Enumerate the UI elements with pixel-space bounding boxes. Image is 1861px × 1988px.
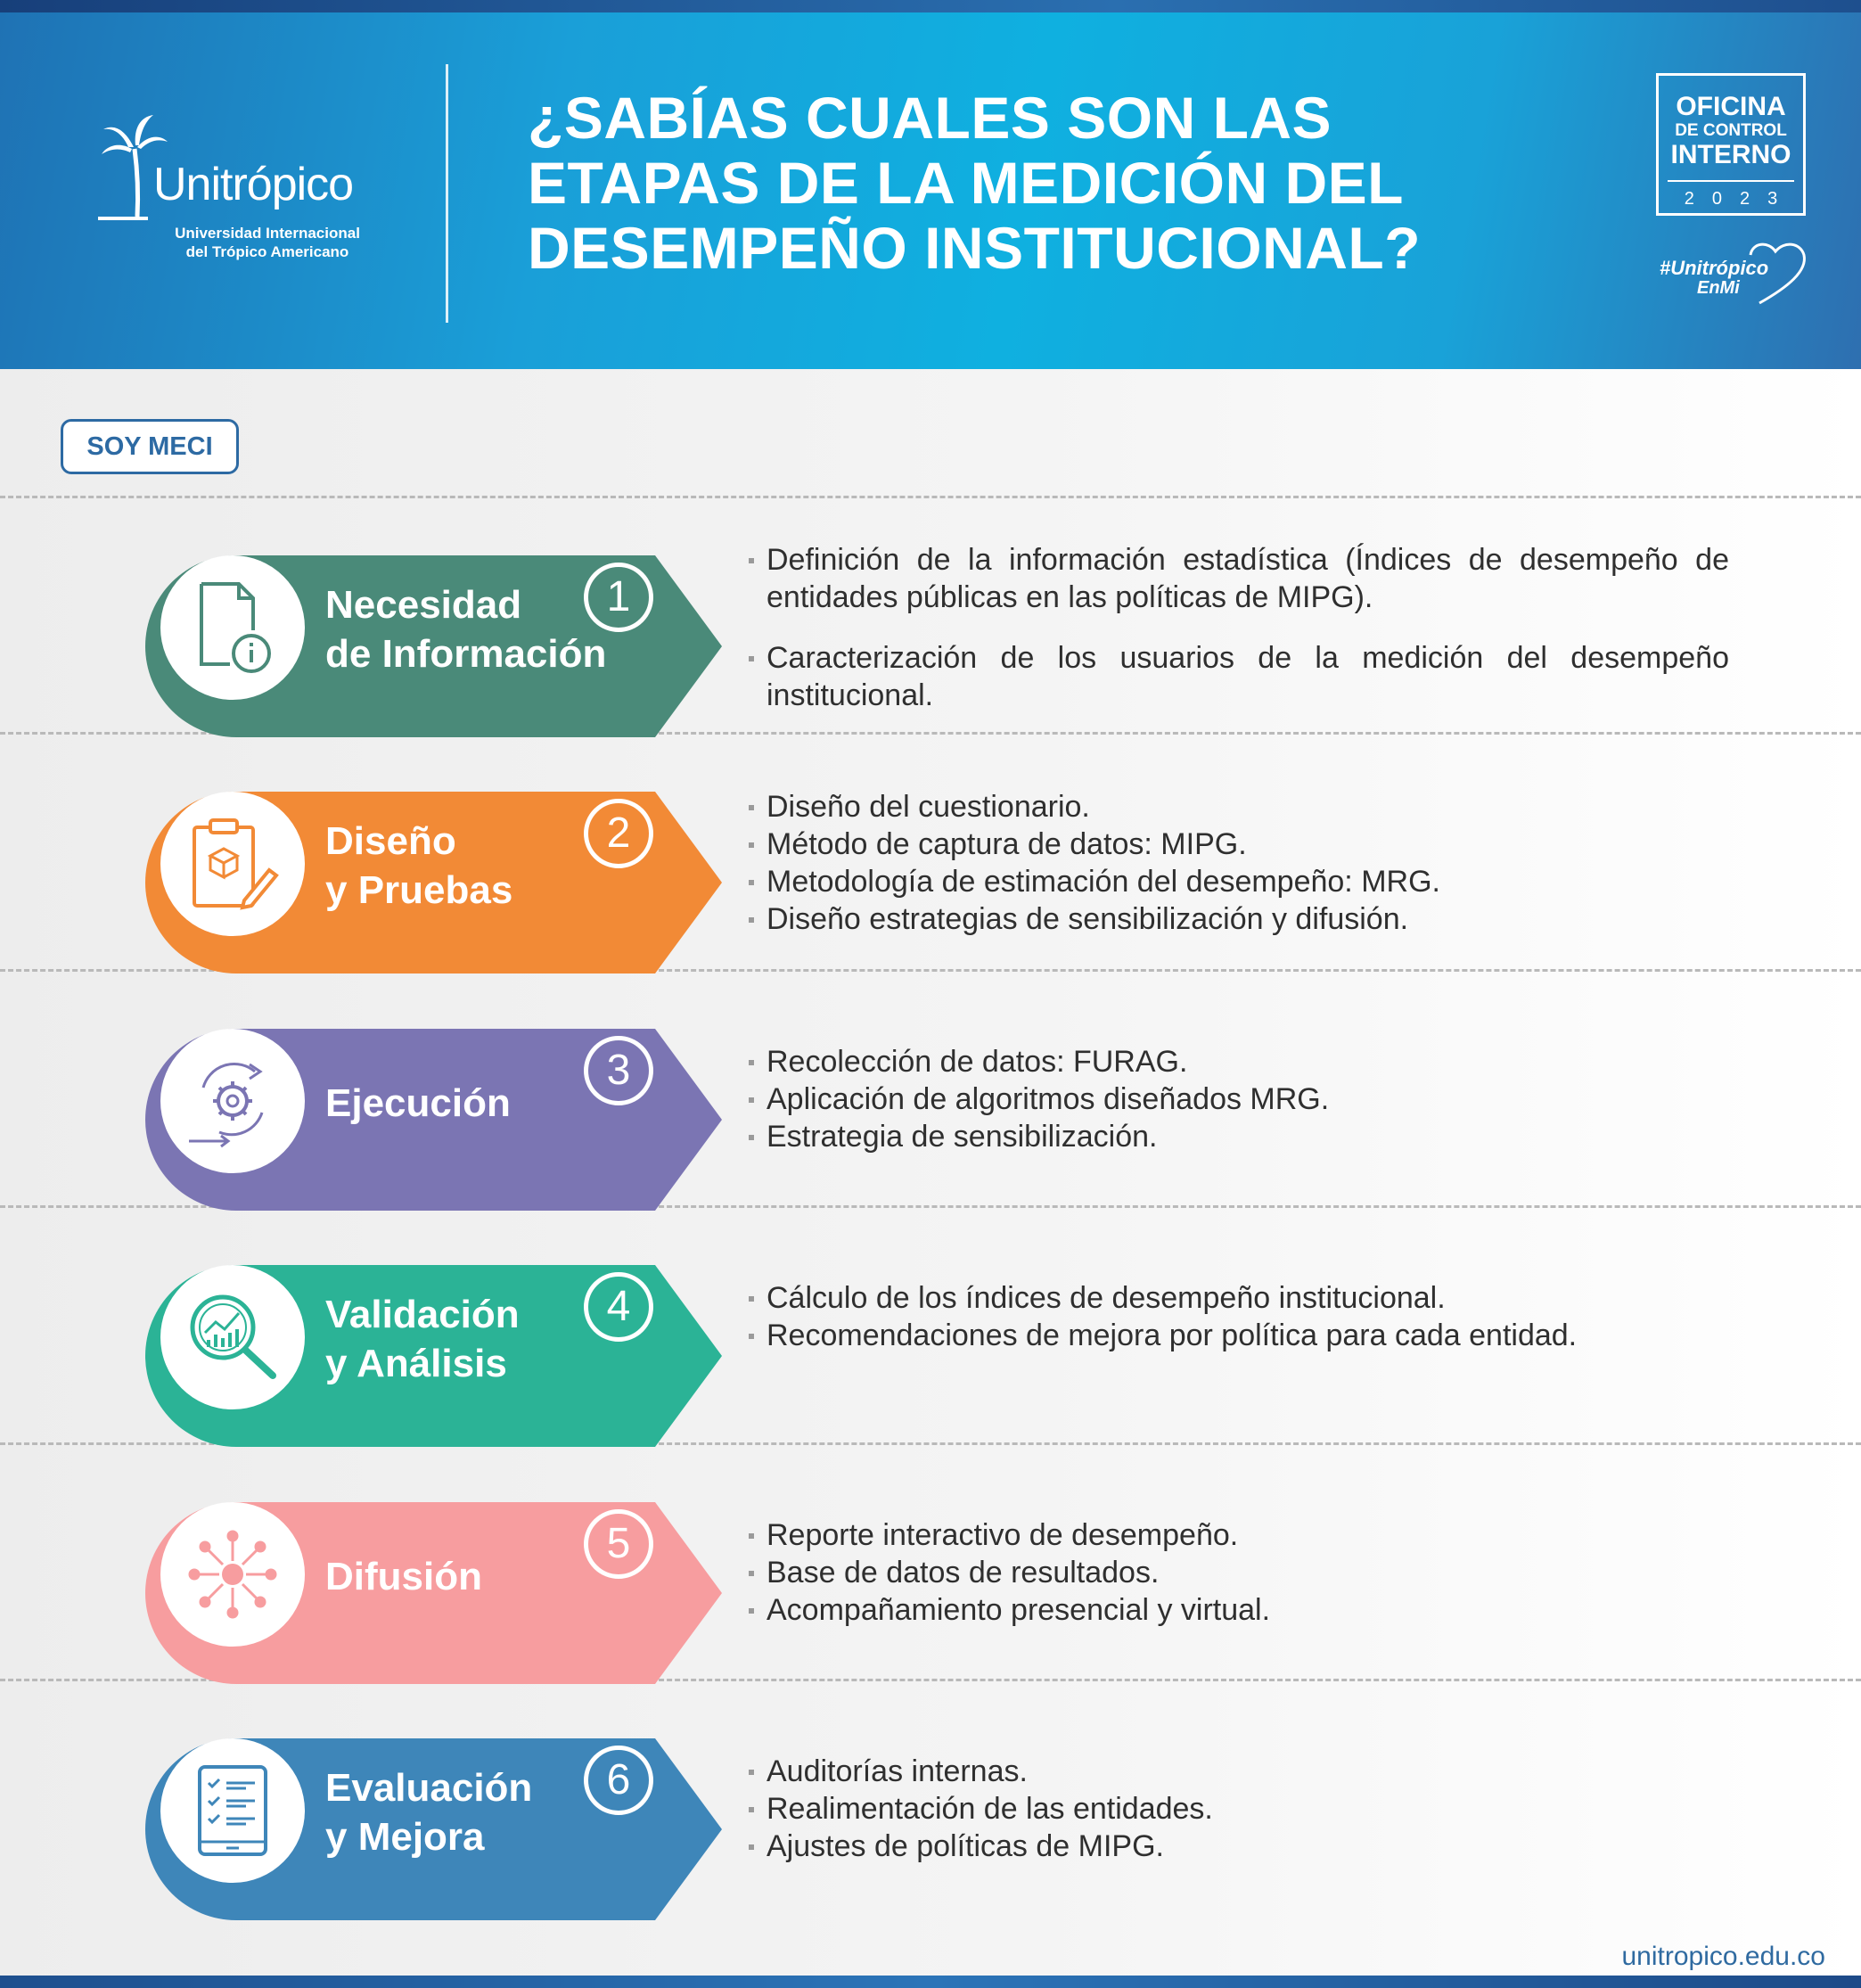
logo-subtitle [152,224,383,261]
stage-bullet: Aplicación de algoritmos diseñados MRG. [749,1080,1729,1118]
stage-bullet: Diseño estrategias de sensibilización y difusión. [749,900,1729,938]
logo-subtitle-line2: del Trópico Americano [185,243,349,260]
footer-stripe [0,1976,1861,1988]
clipboard-pencil-icon [184,815,282,913]
stage-bullet-list [749,541,1729,714]
footer-website-link[interactable]: unitropico.edu.co [1621,1942,1825,1971]
office-badge-line1: OFICINA [1676,92,1786,121]
office-badge [1656,73,1806,216]
stage-number: 4 [584,1272,653,1342]
page-title-line1: ¿SABÍAS CUALES SON LAS [528,85,1332,151]
stage-bullet-list [749,788,1729,938]
stage-title [325,1763,532,1861]
logo-name: Unitrópico [153,159,354,210]
stage-title-line1: Ejecución [325,1081,511,1125]
stage-bullet: Realimentación de las entidades. [749,1790,1729,1828]
soy-meci-tag: SOY MECI [61,419,239,474]
stage-icon-circle [160,1502,305,1647]
stage-title [325,817,512,915]
stage-title-line1: Validación [325,1293,520,1336]
stage-number: 2 [584,799,653,868]
stage-bullet: Ajustes de políticas de MIPG. [749,1828,1729,1865]
stage-icon-circle [160,555,305,700]
stage-title-line2: de Información [325,632,607,676]
office-badge-line3: INTERNO [1670,140,1791,169]
separator-line [0,496,1861,498]
stage-title-line2: y Pruebas [325,868,513,912]
stage-bullet: Acompañamiento presencial y virtual. [749,1591,1729,1629]
stage-title-line1: Necesidad [325,583,522,627]
stage-icon-circle [160,1265,305,1409]
stage-title-line1: Evaluación [325,1766,533,1810]
stage-title [325,1290,520,1388]
stage-title-line2: y Mejora [325,1815,485,1859]
hashtag-line2: EnMi [1697,278,1740,298]
stage-bullet: Caracterización de los usuarios de la medición del desempeño institucional. [749,639,1729,714]
stage-bullet: Base de datos de resultados. [749,1554,1729,1591]
page-title [528,86,1508,281]
stage-bullet: Recolección de datos: FURAG. [749,1043,1729,1080]
document-info-icon [184,579,282,677]
stage-necesidad-informacion [0,523,1861,760]
logo-subtitle-line1: Universidad Internacional [175,225,360,242]
stage-bullet: Cálculo de los índices de desempeño institucional. [749,1279,1729,1317]
stage-evaluacion-mejora [0,1706,1861,1943]
stage-title [325,1552,482,1601]
page-title-line2: ETAPAS DE LA MEDICIÓN DEL [528,150,1404,216]
stage-bullet-list [749,1043,1729,1155]
stage-title [325,580,606,678]
stage-icon-circle [160,792,305,936]
hashtag-line1: #Unitrópico [1660,257,1769,279]
magnifier-chart-icon [184,1288,282,1386]
stage-bullet: Reporte interactivo de desempeño. [749,1516,1729,1554]
stage-difusion [0,1470,1861,1706]
office-badge-rule [1668,180,1794,182]
university-logo [98,103,392,281]
stage-ejecucion [0,997,1861,1233]
stage-title-line2: y Análisis [325,1342,507,1385]
stage-bullet: Auditorías internas. [749,1753,1729,1790]
page-title-line3: DESEMPEÑO INSTITUCIONAL? [528,215,1422,281]
header-top-stripe [0,0,1861,12]
radial-spread-icon [184,1525,282,1623]
stage-title [325,1079,511,1128]
stage-number: 5 [584,1509,653,1579]
stage-bullet: Estrategia de sensibilización. [749,1118,1729,1155]
gear-cycle-icon [184,1052,282,1150]
stage-title-line1: Diseño [325,819,456,863]
stage-bullet: Definición de la información estadística (Índices de desempeño de entidades públicas en las políticas de MIPG). [749,541,1729,616]
stage-validacion-analisis [0,1233,1861,1469]
tablet-checklist-icon [184,1762,282,1860]
stage-number: 1 [584,563,653,632]
office-badge-year: 2023 [1684,189,1796,209]
stage-diseno-pruebas [0,760,1861,996]
stage-number: 6 [584,1746,653,1815]
header-banner [0,0,1861,369]
stage-title-line1: Difusión [325,1555,482,1598]
stage-bullet-list [749,1753,1729,1865]
stage-bullet: Recomendaciones de mejora por política para cada entidad. [749,1317,1729,1354]
stage-icon-circle [160,1029,305,1173]
stage-number: 3 [584,1036,653,1105]
stage-bullet-list [749,1279,1729,1354]
stage-icon-circle [160,1738,305,1883]
stage-bullet: Método de captura de datos: MIPG. [749,826,1729,863]
hashtag-heart-logo [1654,241,1811,307]
stage-bullet: Diseño del cuestionario. [749,788,1729,826]
stage-bullet: Metodología de estimación del desempeño: MRG. [749,863,1729,900]
header-divider [446,64,448,323]
stage-bullet-list [749,1516,1729,1629]
office-badge-line2: DE CONTROL [1675,121,1787,140]
